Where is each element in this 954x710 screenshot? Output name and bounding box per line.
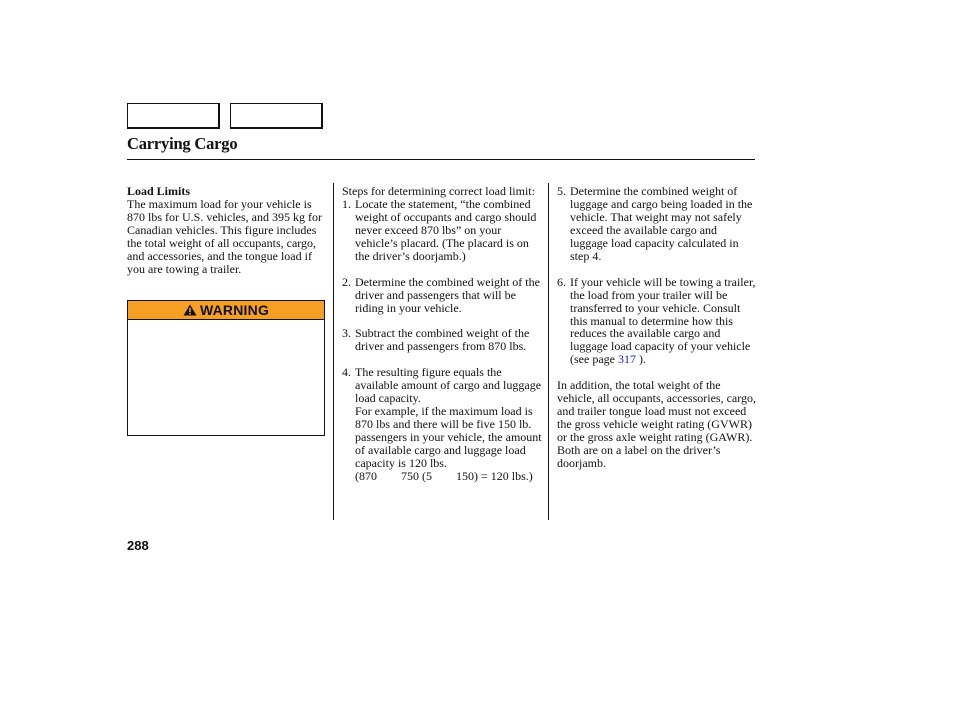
list-item	[342, 327, 542, 353]
title-divider	[127, 159, 755, 160]
warning-label: WARNING	[199, 302, 270, 318]
step-number: 3.	[342, 326, 351, 341]
step-text: Determine the combined weight of luggage and cargo being loaded in the vehicle. That weight may not safely exceed the available cargo and luggage load capacity calculated in step 4.	[570, 184, 753, 263]
warning-box	[127, 300, 325, 436]
step-text	[355, 366, 542, 483]
step-text: Subtract the combined weight of the driver and passengers from 870 lbs.	[355, 326, 530, 354]
list-item	[342, 366, 542, 483]
page-link[interactable]: 317	[617, 352, 636, 367]
step-number: 6.	[557, 274, 566, 289]
column-divider	[333, 183, 334, 520]
list-item	[557, 276, 757, 367]
page-number: 288	[127, 538, 149, 553]
step-text: Determine the combined weight of the driver and passengers that will be riding in your vehicle.	[355, 274, 540, 315]
warning-triangle-icon	[183, 304, 197, 316]
step-text-main: The resulting figure equals the available amount of cargo and luggage load capacity.	[355, 365, 542, 406]
steps-intro: Steps for determining correct load limit:	[342, 184, 535, 198]
column-divider	[548, 183, 549, 520]
column-left	[127, 185, 327, 276]
section-heading: Load Limits	[127, 184, 191, 198]
step6-text: If your vehicle will be towing a trailer, the load from your trailer will be transferred to your vehicle. Consult this manual to determine how this reduces the available cargo and luggage load capacity of your vehicle (see page	[570, 274, 756, 367]
list-item	[557, 185, 757, 263]
example-text: For example, if the maximum load is 870 lbs and there will be five 150 lb. passengers in your vehicle, the amount of available cargo and luggage load capacity is 120 lbs.	[355, 404, 542, 470]
warning-banner	[128, 301, 324, 320]
step-number: 1.	[342, 196, 351, 211]
page-title: Carrying Cargo	[127, 134, 238, 153]
list-item	[342, 198, 542, 263]
step6-end: ).	[638, 352, 646, 367]
nav-button-index[interactable]	[230, 103, 323, 129]
closing-text: In addition, the total weight of the vehicle, all occupants, accessories, cargo, and trailer tongue load must not exceed the gross vehicle weight rating (GVWR) or the gross axle weight rating (GAWR). Both are on a label on the driver’s doorjamb.	[557, 378, 757, 470]
example-equation: (870 750 (5 150) = 120 lbs.)	[355, 468, 533, 483]
step-number: 5.	[557, 184, 566, 198]
step-number: 4.	[342, 365, 351, 380]
nav-button-contents[interactable]	[127, 103, 220, 129]
column-right	[557, 185, 757, 470]
load-limits-text: The maximum load for your vehicle is 870 lbs for U.S. vehicles, and 395 kg for Canadian vehicles. This figure includes the total weight of all occupants, cargo, and accessories, and the tongue load if you are towing a trailer.	[127, 196, 322, 276]
column-middle	[342, 185, 542, 483]
step-text: Locate the statement, “the combined weight of occupants and cargo should never exceed 870 lbs” on your vehicle’s placard. (The placard is on the driver’s doorjamb.)	[355, 196, 537, 263]
step-text	[570, 276, 757, 367]
list-item	[342, 276, 542, 315]
step-number: 2.	[342, 274, 351, 289]
